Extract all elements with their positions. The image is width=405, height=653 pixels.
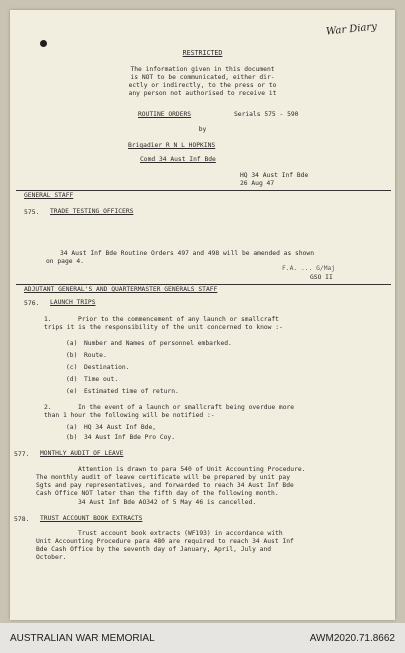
order-text: Prior to the commencement of any launch or smallcraft [78, 316, 279, 323]
order-text: 34 Aust Inf Bde AO342 of 5 May 46 is cancelled. [78, 499, 257, 506]
handwritten-note: War Diary [325, 21, 378, 38]
notice-line: any person not authorised to receive it [128, 90, 277, 97]
brigadier-name: Brigadier R N L HOPKINS [128, 142, 216, 149]
order-title: TRUST ACCOUNT BOOK EXTRACTS [40, 515, 143, 522]
order-title: MONTHLY AUDIT OF LEAVE [40, 450, 124, 457]
list-key: (a) [66, 340, 78, 347]
order-text: than 1 hour the following will be notified :- [44, 412, 215, 419]
order-title: TRADE TESTING OFFICERS [50, 208, 134, 215]
ag-qmg-heading: ADJUTANT GENERAL'S AND QUARTERMASTER GENERALS STAFF [24, 286, 218, 293]
serials: Serials 575 - 590 [234, 111, 299, 118]
order-text: Bde Cash Office by the seventh day of January, April, July and [36, 546, 272, 553]
hq-ref: HQ 34 Aust Inf Bde [240, 172, 309, 179]
notice-line: is NOT to be communicated, either dir- [130, 74, 275, 81]
punch-hole [40, 40, 47, 47]
order-text: Cash Office NOT later than the fifth day of the following month. [36, 490, 279, 497]
order-text: Unit Accounting Procedure para 480 are required to reach 34 Aust Inf [36, 538, 294, 545]
order-title: LAUNCH TRIPS [50, 299, 96, 306]
document-title: ROUTINE ORDERS [138, 111, 192, 118]
list-item: Number and Names of personnel embarked. [84, 340, 232, 347]
list-key: (a) [66, 424, 78, 431]
document-page [10, 10, 395, 620]
list-key: (e) [66, 388, 78, 395]
list-key: (b) [66, 434, 78, 441]
order-text: The monthly audit of leave certificate will be prepared by unit pay [36, 474, 291, 481]
para-number: 1. [44, 316, 52, 323]
order-number: 577. [14, 450, 30, 458]
list-key: (b) [66, 352, 78, 359]
classification: RESTRICTED [182, 49, 223, 57]
section-rule [16, 284, 391, 285]
order-text: Attention is drawn to para 540 of Unit Accounting Procedure. [78, 466, 306, 473]
by-label: by [198, 126, 207, 133]
order-text: In the event of a launch or smallcraft being overdue more [78, 404, 295, 411]
archive-footer [0, 623, 405, 653]
footer-accession: AWM2020.71.8662 [309, 632, 395, 644]
order-number: 575. [24, 208, 40, 216]
order-number: 576. [24, 299, 40, 307]
signature: F.A. ... G/Maj [282, 265, 336, 272]
list-key: (d) [66, 376, 78, 383]
section-rule [16, 190, 391, 191]
general-staff-heading: GENERAL STAFF [24, 192, 74, 199]
issue-date: 26 Aug 47 [240, 180, 275, 187]
list-item: Route. [84, 352, 107, 359]
order-text: on page 4. [46, 258, 84, 265]
notice-line: ectly or indirectly, to the press or to [128, 82, 277, 89]
order-text: trips it is the responsibility of the unit concerned to know :- [44, 324, 283, 331]
order-number: 578. [14, 515, 30, 523]
list-item: HQ 34 Aust Inf Bde, [84, 424, 157, 431]
list-item: Time out. [84, 376, 119, 383]
notice-line: The information given in this document [130, 66, 275, 73]
signature-role: GSO II [310, 274, 333, 281]
para-number: 2. [44, 404, 52, 411]
list-item: Estimated time of return. [84, 388, 179, 395]
list-item: Destination. [84, 364, 130, 371]
order-text: Sgts and pay representatives, and forwarded to reach 34 Aust Inf Bde [36, 482, 294, 489]
order-text: October. [36, 554, 67, 561]
footer-institution: AUSTRALIAN WAR MEMORIAL [10, 632, 155, 644]
list-item: 34 Aust Inf Bde Pro Coy. [84, 434, 175, 441]
order-text: Trust account book extracts (WF193) in accordance with [78, 530, 283, 537]
list-key: (c) [66, 364, 78, 371]
order-text: 34 Aust Inf Bde Routine Orders 497 and 498 will be amended as shown [60, 250, 315, 257]
command: Comd 34 Aust Inf Bde [140, 156, 216, 163]
